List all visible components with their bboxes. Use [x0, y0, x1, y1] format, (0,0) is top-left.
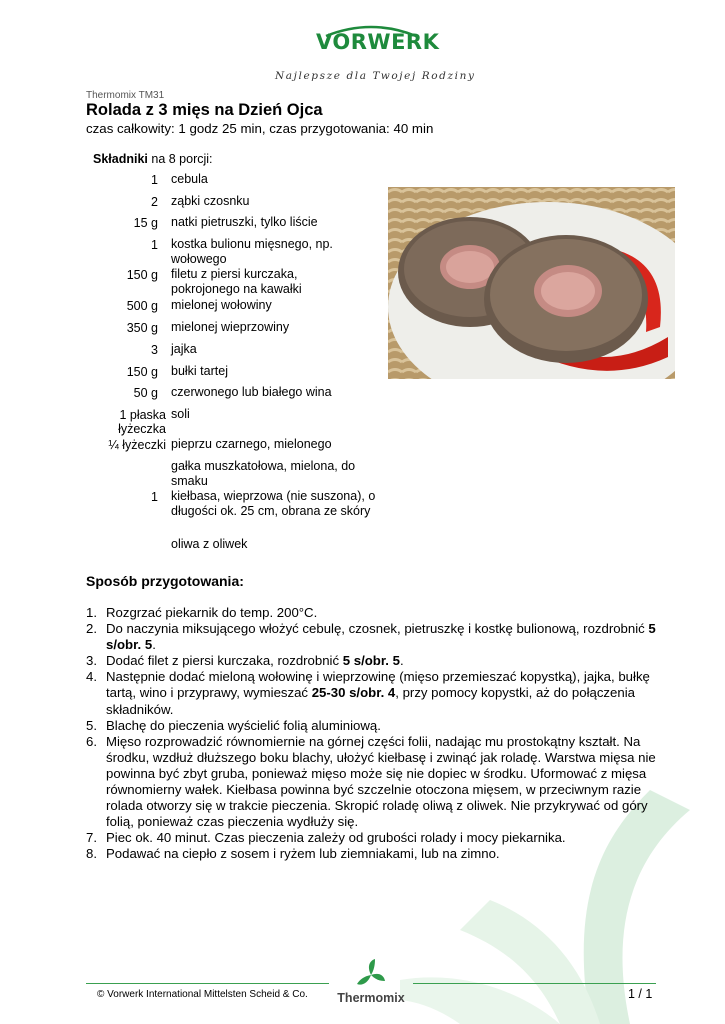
- thermomix-wordmark: Thermomix: [337, 991, 405, 1005]
- ingredient-name: kiełbasa, wieprzowa (nie suszona), o długości ok. 25 cm, obrana ze skóry: [171, 489, 376, 518]
- step-text: Podawać na ciepło z sosem i ryżem lub ziemniakami, lub na zimno.: [106, 846, 500, 862]
- device-model: Thermomix TM31: [86, 90, 165, 101]
- ingredient-qty: 2: [151, 195, 158, 209]
- ingredient-name: ząbki czosnku: [171, 194, 250, 208]
- ingredient-name: mielonej wieprzowiny: [171, 320, 290, 334]
- ingredient-name: filetu z piersi kurczaka, pokrojonego na kawałki: [171, 267, 302, 296]
- ingredient-qty: 500 g: [126, 299, 158, 313]
- method-steps: [86, 605, 661, 863]
- step-text: Dodać filet z piersi kurczaka, rozdrobnić 5 s/obr. 5.: [106, 653, 404, 669]
- method-step: [86, 605, 661, 621]
- servings: na 8 porcji:: [147, 152, 213, 166]
- vorwerk-logo: [316, 24, 440, 64]
- thermomix-logo: [330, 958, 412, 1008]
- ingredient-name: kostka bulionu mięsnego, np. wołowego: [171, 237, 333, 266]
- step-number: 4.: [86, 669, 97, 685]
- step-number: 8.: [86, 846, 97, 862]
- ingredient-name: mielonej wołowiny: [171, 298, 272, 312]
- method-step: [86, 653, 661, 669]
- step-number: 1.: [86, 605, 97, 620]
- step-number: 3.: [86, 653, 97, 669]
- step-number: 7.: [86, 830, 97, 846]
- step-number: 6.: [86, 733, 97, 749]
- ingredient-qty: 3: [151, 343, 158, 357]
- ingredient-name: bułki tartej: [171, 364, 228, 378]
- ingredient-name: cebula: [171, 172, 208, 186]
- ingredient-name: oliwa z oliwek: [171, 537, 248, 551]
- recipe-photo: [388, 187, 675, 379]
- copyright: © Vorwerk International Mittelsten Scheid & Co.: [97, 989, 308, 1000]
- step-text: Rozgrzać piekarnik do temp. 200°C.: [106, 605, 318, 620]
- ingredient-qty: 1: [151, 173, 158, 187]
- ingredient-qty: 1: [151, 238, 158, 252]
- step-text: Następnie dodać mieloną wołowinę i wieprzowinę (mięso przemieszać kopystką), jajka, bułkę tartą, wino i przyprawy, wymieszać 25-30 s/obr. 4, przy pomocy kopystki, aż do połączenia składników.: [106, 669, 650, 717]
- ingredient-qty: 150 g: [126, 268, 158, 282]
- brand-name: VORWERK: [316, 30, 440, 54]
- method-step: [86, 830, 661, 846]
- step-number: 5.: [86, 717, 97, 733]
- ingredient-name: gałka muszkatołowa, mielona, do smaku: [171, 459, 356, 488]
- method-step: [86, 846, 661, 862]
- recipe-title: Rolada z 3 mięs na Dzień Ojca: [86, 101, 323, 119]
- brand-tagline: Najlepsze dla Twojej Rodziny: [275, 70, 476, 82]
- step-text: Blachę do pieczenia wyścielić folią aluminiową.: [106, 717, 381, 733]
- page-number: 1 / 1: [628, 987, 653, 1001]
- footer-divider-left: [86, 983, 329, 984]
- ingredient-name: natki pietruszki, tylko liście: [171, 215, 318, 229]
- ingredient-qty: 15 g: [133, 216, 158, 230]
- ingredient-qty: 1 płaska łyżeczka: [118, 408, 166, 436]
- ingredient-name: czerwonego lub białego wina: [171, 385, 332, 399]
- step-text: Mięso rozprowadzić równomiernie na górnej części folii, nadając mu prostokątny kształt. Na środku, wzdłuż dłuższego boku blachy, ułożyć kiełbasę i zwinąć jak roladę. Warstwa mięsa nie powinna być zbyt gruba, ponieważ mięso może się nie dopiec w środku. Uformować z mięsa równomierny wałek. Kiełbasa powinna być szczelnie otoczona mięsem, w przeciwnym razie rolada otworzy się w trakcie pieczenia. Skropić roladę oliwą z oliwek. Nie przykrywać od góry folią, ponieważ czas pieczenia wydłuży się.: [106, 733, 656, 830]
- ingredient-name: soli: [171, 407, 190, 421]
- step-text: Do naczynia miksującego włożyć cebulę, czosnek, pietruszkę i kostkę bulionową, rozdrobnić 5 s/obr. 5.: [106, 621, 656, 653]
- ingredient-qty: 50 g: [133, 386, 158, 400]
- footer-divider-right: [413, 983, 656, 984]
- ingredient-qty: 150 g: [126, 365, 158, 379]
- ingredient-name: jajka: [171, 342, 197, 356]
- ingredient-qty: 350 g: [126, 321, 158, 335]
- method-step: [86, 621, 661, 653]
- step-text: Piec ok. 40 minut. Czas pieczenia zależy od grubości rolady i mocy piekarnika.: [106, 830, 566, 846]
- method-step: [86, 718, 661, 734]
- ingredients-label: Składniki: [93, 152, 148, 166]
- ingredient-qty: ¼ łyżeczki: [108, 438, 166, 452]
- method-heading: Sposób przygotowania:: [86, 573, 244, 589]
- ingredient-name: pieprzu czarnego, mielonego: [171, 437, 332, 451]
- method-step: [86, 734, 661, 831]
- recipe-time: czas całkowity: 1 godz 25 min, czas przygotowania: 40 min: [86, 121, 434, 136]
- ingredients-heading: [93, 152, 213, 166]
- method-step: [86, 669, 661, 717]
- step-number: 2.: [86, 621, 97, 637]
- ingredient-qty: 1: [151, 490, 158, 504]
